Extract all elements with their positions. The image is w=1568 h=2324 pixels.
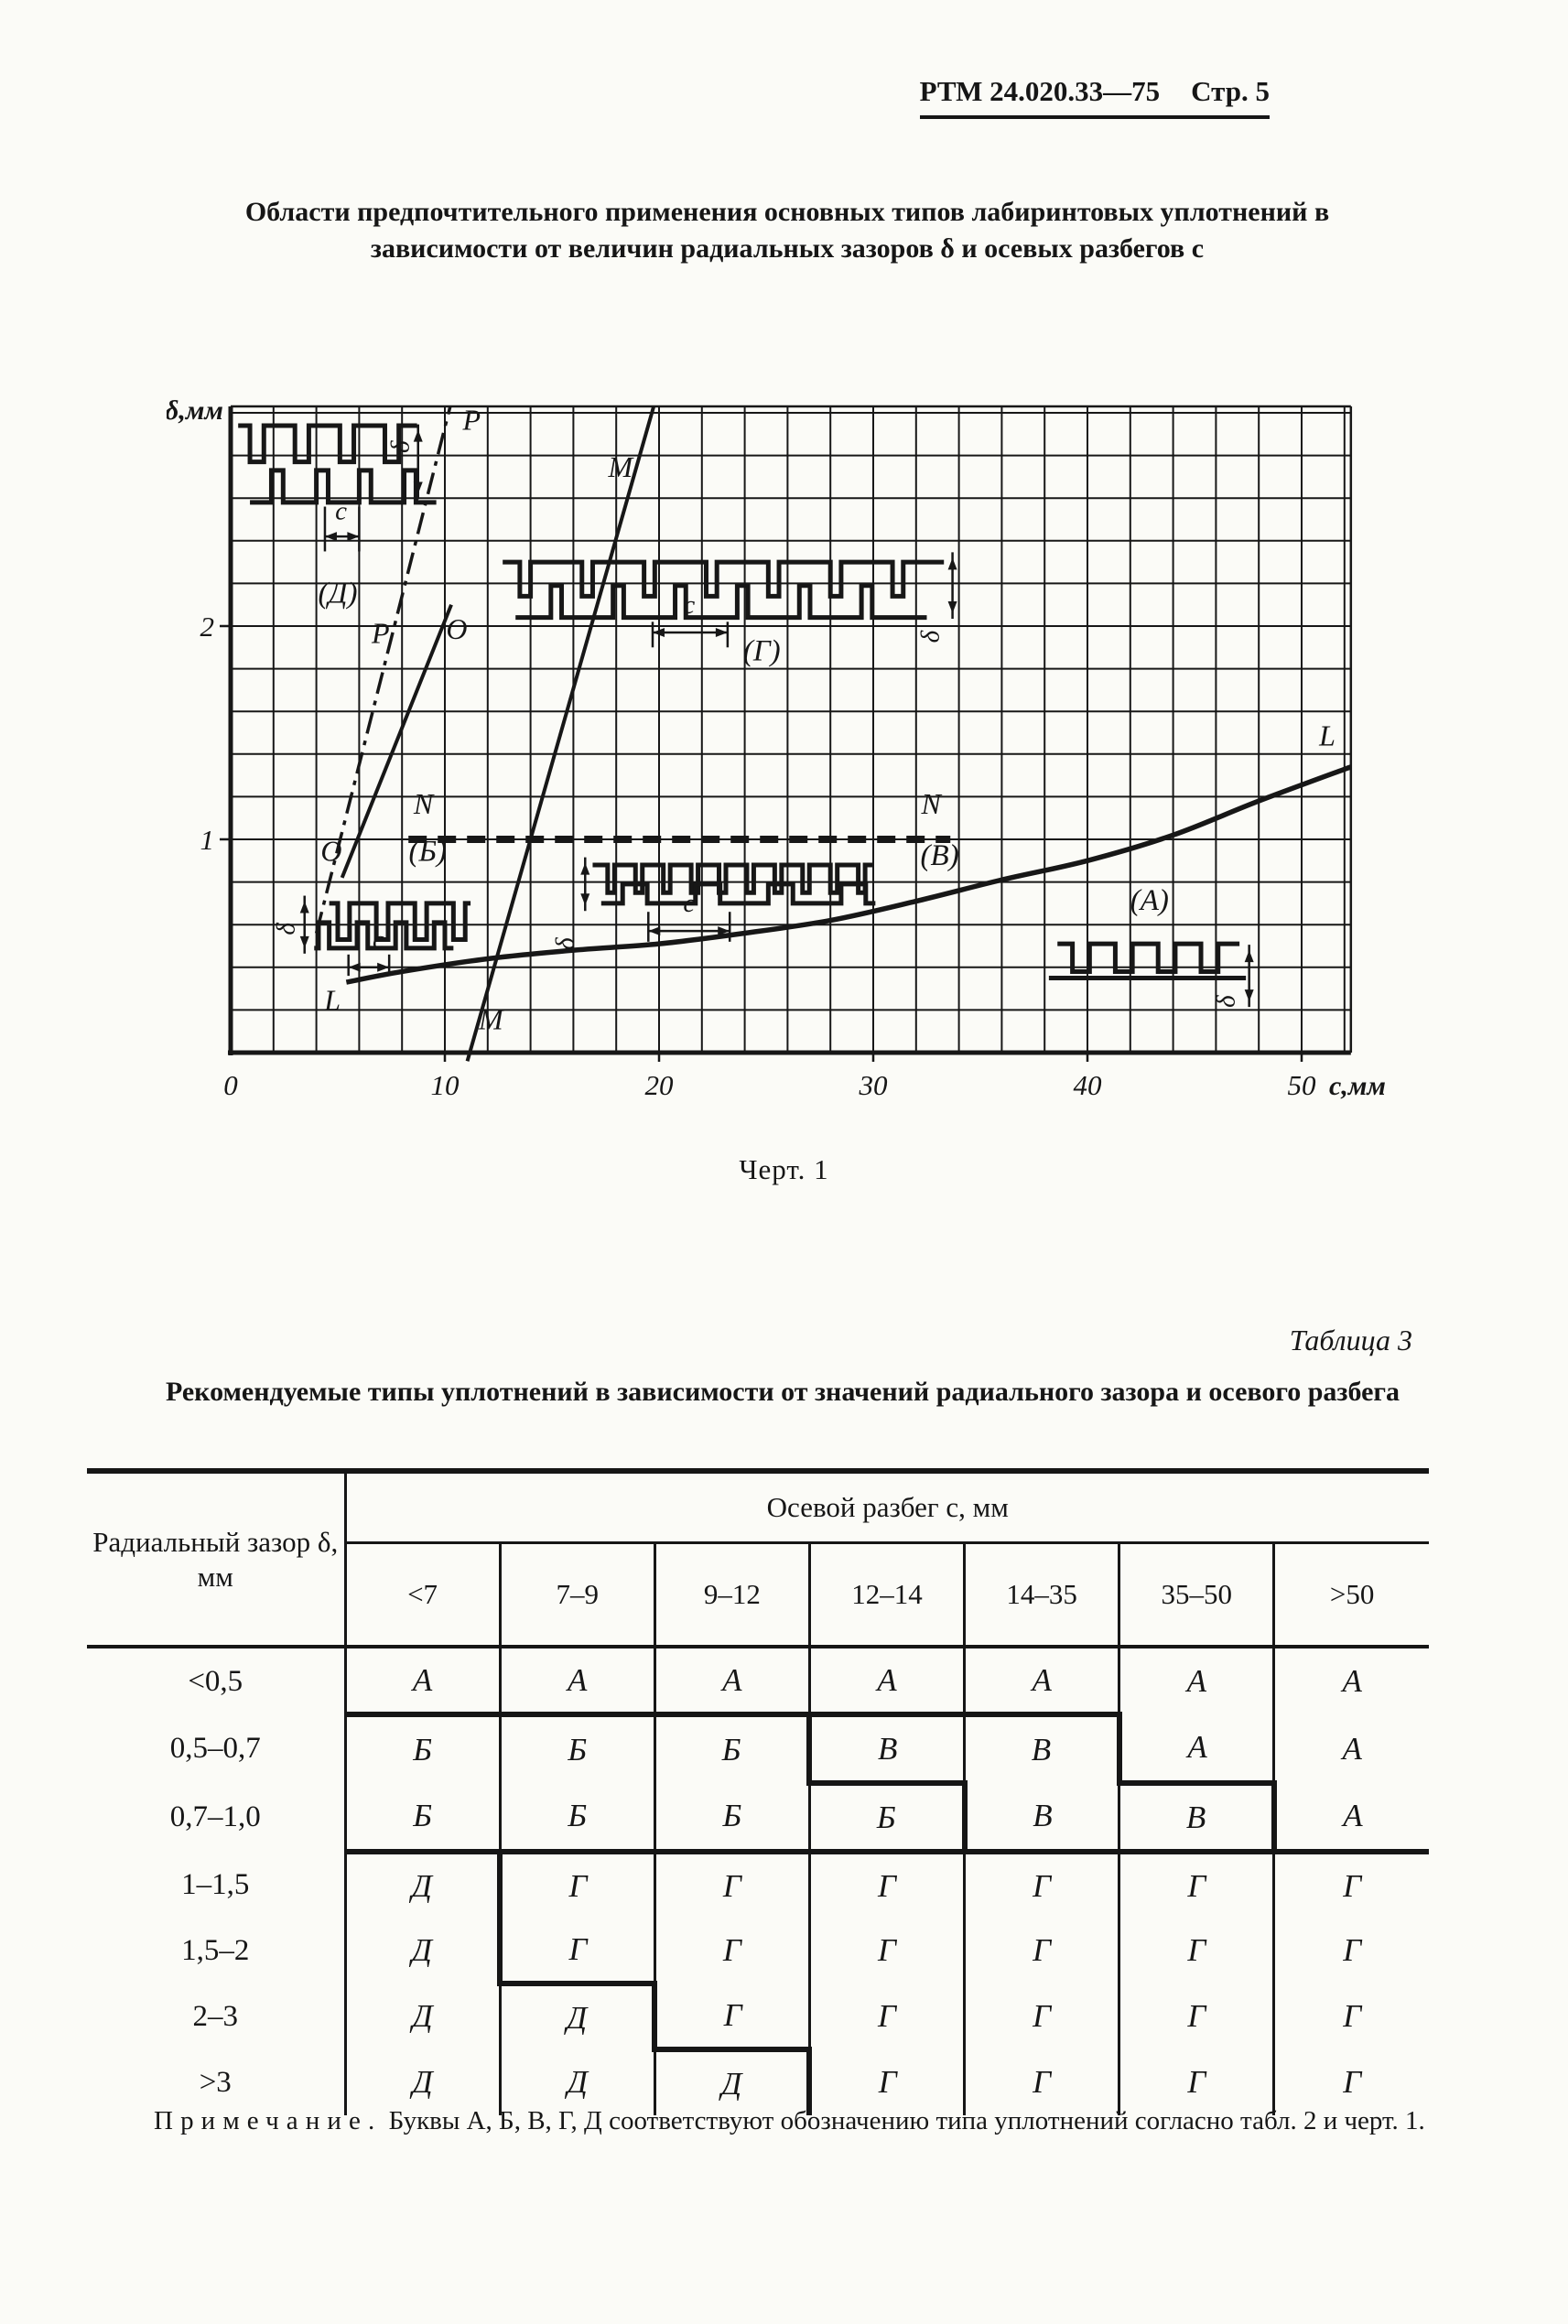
seal-type-d-dim-label: с [335,496,347,526]
seal-type-cell: Г [809,1984,964,2049]
seal-type-g-comb [503,562,944,596]
y-tick-label: 2 [200,610,214,643]
doc-code: РТМ 24.020.33—75 [919,75,1161,107]
x-tick-label: 40 [1073,1068,1102,1101]
seal-type-cell: А [965,1647,1119,1714]
seal-type-cell: В [965,1783,1119,1852]
x-tick-label: 30 [859,1068,888,1101]
seal-type-b-dim-label: δ [271,923,301,935]
series-line-M [468,406,654,1061]
seal-type-cell: А [654,1647,809,1714]
seal-type-cell: Д [500,2049,654,2115]
seal-type-cell: Г [809,2049,964,2115]
seal-type-cell: Б [345,1783,500,1852]
region-label: (Г) [742,634,781,668]
seal-type-cell: Г [654,1984,809,2049]
seal-type-cell: Г [965,1918,1119,1984]
dim-arrowhead [347,532,359,541]
table-header-row [87,1471,1429,1543]
x-axis-label: с,мм [1329,1070,1386,1101]
table-row [87,1647,1429,1714]
dim-arrowhead [300,902,309,913]
row-label: 0,7–1,0 [87,1783,345,1852]
line-label-N: N [413,787,434,821]
seal-type-cell: Д [500,1984,654,2049]
seal-type-cell: Г [1119,1918,1274,1984]
seal-type-g-dim-label: с [683,590,696,621]
line-label-М: М [608,449,633,483]
seal-type-cell: А [1274,1714,1429,1783]
dim-arrowhead [648,926,660,935]
dim-arrowhead [377,963,389,972]
table-title: Рекомендуемые типы уплотнений в зависимости от значений радиального зазора и осевого разбега [165,1377,1400,1407]
region-label: (Д) [318,577,358,611]
seal-type-cell: Г [500,1852,654,1918]
seal-type-g-dim-label: δ [915,630,946,643]
col-header: 14–35 [965,1543,1119,1648]
col-header: 35–50 [1119,1543,1274,1648]
line-label-Р: Р [372,616,390,650]
seal-type-cell: Г [1274,2049,1429,2115]
table-row [87,1714,1429,1783]
seal-type-cell: А [1274,1647,1429,1714]
seal-type-cell: А [345,1647,500,1714]
col-header: >50 [1274,1543,1429,1648]
line-label-N: N [921,787,941,821]
col-header: <7 [345,1543,500,1648]
seal-type-cell: А [500,1647,654,1714]
dim-arrowhead [1245,950,1254,962]
table-body [87,1647,1429,2115]
line-label-Р: Р [462,403,481,437]
seal-type-cell: Г [965,1984,1119,2049]
dim-arrowhead [1245,989,1254,1001]
dim-arrowhead [300,936,309,948]
region-label: (А) [1130,883,1169,917]
row-label: 2–3 [87,1984,345,2049]
x-tick-label: 10 [430,1068,460,1101]
seal-type-a-dim-label: δ [1211,995,1241,1008]
row-label: <0,5 [87,1647,345,1714]
seal-type-cell: Г [1119,2049,1274,2115]
seal-type-cell: Г [654,1918,809,1984]
table-label: Таблица 3 [1289,1324,1412,1357]
row-label: 1–1,5 [87,1852,345,1918]
dim-arrowhead [948,557,957,569]
doc-header [920,75,1270,119]
line-label-М: М [478,1002,503,1036]
doc-page-number: Стр. 5 [1191,75,1270,107]
seal-type-cell: Г [965,2049,1119,2115]
seal-type-cell: В [1119,1783,1274,1852]
note-head: Примечание. [154,2106,383,2135]
seal-type-v-dim-label: δ [550,937,580,950]
x-tick-label: 50 [1287,1068,1316,1101]
line-label-О: О [446,611,468,645]
seal-type-v-comb [592,865,873,892]
seal-type-cell: Г [809,1852,964,1918]
chart-svg [167,392,1466,1119]
dim-arrowhead [580,863,589,875]
region-label: (Б) [408,835,448,869]
col-header: 12–14 [809,1543,964,1648]
seal-types-table [87,1468,1429,2115]
seal-type-cell: Б [500,1714,654,1783]
seal-type-d-dim-label: δ [385,440,416,454]
seal-type-v-dim-label: с [683,889,696,919]
seal-type-cell: Б [654,1714,809,1783]
row-label: >3 [87,2049,345,2115]
col-header: 7–9 [500,1543,654,1648]
dim-arrowhead [716,628,728,637]
table-row [87,1783,1429,1852]
seal-type-cell: Д [412,1998,433,2034]
dim-arrowhead [414,430,423,442]
seal-type-cell: Г [1274,1918,1429,1984]
seal-type-cell: А [1274,1783,1429,1852]
dim-arrowhead [325,532,337,541]
seal-type-cell: Б [809,1783,964,1852]
seal-type-cell: Г [1274,1852,1429,1918]
seal-type-cell: Г [654,1852,809,1918]
dim-arrowhead [948,601,957,613]
y-tick-label: 1 [200,823,214,856]
x-tick-label: 0 [223,1068,238,1101]
seal-type-cell: А [1119,1714,1274,1783]
seal-type-cell: В [809,1714,964,1783]
seal-type-cell: В [965,1714,1119,1783]
line-label-L: L [1319,719,1336,752]
figure-chart [167,392,1466,1123]
line-label-L: L [324,983,341,1017]
table-row [87,1984,1429,2049]
seal-type-cell: Д [654,2049,809,2115]
doc-title: Области предпочтительного применения основных типов лабиринтовых уплотнений в зависимости от величин радиальных зазоров δ и осевых разбегов с [244,197,1330,264]
seal-type-cell: Б [500,1783,654,1852]
seal-type-cell: Г [965,1852,1119,1918]
x-tick-label: 20 [644,1068,674,1101]
seal-type-cell: А [809,1647,964,1714]
footnote [103,2103,1441,2138]
figure-caption: Черт. 1 [739,1153,829,1185]
seal-type-b-dim-label: с [373,924,384,955]
span-header: Осевой разбег с, мм [345,1471,1429,1543]
seal-type-cell: Д [411,1867,432,1904]
note-body: Буквы А, Б, В, Г, Д соответствуют обозначению типа уплотнений согласно табл. 2 и черт. 1. [382,2106,1425,2135]
seal-type-cell: Г [809,1918,964,1984]
seal-type-cell: Б [654,1783,809,1852]
dim-arrowhead [349,963,361,972]
seal-type-cell: Д [411,1932,432,1968]
dim-arrowhead [580,893,589,905]
corner-header: Радиальный зазор δ, мм [87,1471,345,1647]
table-row [87,1918,1429,1984]
region-label: (В) [920,838,959,872]
seal-type-cell: Г [500,1918,654,1984]
seal-type-cell: Г [1274,1984,1429,2049]
table-row [87,1852,1429,1918]
row-label: 0,5–0,7 [87,1714,345,1783]
seal-type-cell: А [1119,1647,1274,1714]
line-label-О: О [320,834,342,868]
seal-type-cell: Г [1119,1984,1274,2049]
col-header: 9–12 [654,1543,809,1648]
seal-type-g-comb [515,586,926,621]
y-axis-label: δ,мм [167,395,223,426]
seal-type-cell: Д [412,2064,433,2100]
seal-type-cell: Г [1119,1852,1274,1918]
row-label: 1,5–2 [87,1918,345,1984]
seal-type-cell: Б [413,1732,432,1767]
